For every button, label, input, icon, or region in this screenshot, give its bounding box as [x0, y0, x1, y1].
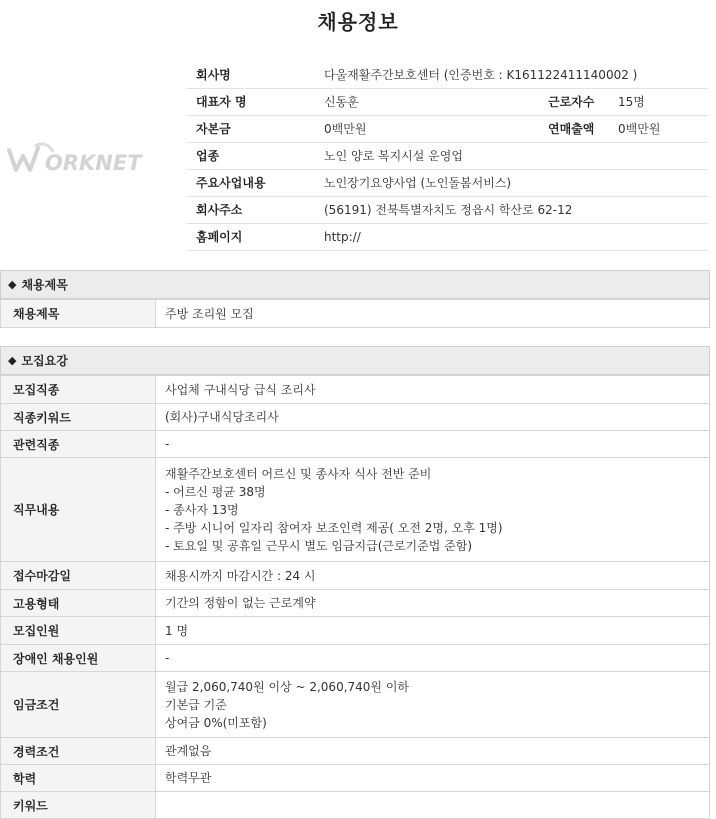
- requirements-table: [0, 375, 710, 819]
- job-title-label: 채용제목: [1, 300, 156, 328]
- employment-type-value: 기간의 정함이 없는 근로계약: [156, 590, 710, 617]
- ceo-label: 대표자 명: [186, 88, 314, 115]
- keywords-value: [156, 792, 710, 819]
- related-occupation-label: 관련직종: [1, 431, 156, 458]
- employees-label: 근로자수: [540, 88, 618, 115]
- job-duties-label: 직무내용: [1, 458, 156, 562]
- req-row-headcount: [1, 617, 710, 645]
- company-row-homepage: [186, 223, 708, 250]
- title-table: [0, 299, 710, 328]
- requirements-section: [0, 346, 710, 819]
- industry-label: 업종: [186, 142, 314, 169]
- requirements-section-heading: 모집요강: [21, 354, 68, 368]
- duties-line: - 주방 시니어 일자리 참여자 보조인력 제공( 오전 2명, 오후 1명): [165, 520, 503, 535]
- headcount-label: 모집인원: [1, 617, 156, 645]
- title-section-header: [0, 270, 710, 299]
- req-row-experience: [1, 738, 710, 765]
- occupation-label: 모집직종: [1, 376, 156, 404]
- industry-value: 노인 양로 복지시설 운영업: [314, 142, 708, 169]
- company-row-ceo: [186, 88, 708, 115]
- title-section-heading: 채용제목: [21, 278, 68, 292]
- business-value: 노인장기요양사업 (노인돌봄서비스): [314, 169, 708, 196]
- req-row-disabled-hiring: [1, 645, 710, 672]
- page-title: 채용정보: [317, 10, 399, 34]
- disabled-hiring-label: 장애인 채용인원: [1, 645, 156, 672]
- wage-line: 상여금 0%(미포함): [165, 715, 267, 730]
- duties-line: - 토요일 및 공휴일 근무시 별도 임금지급(근로기준법 준함): [165, 538, 473, 553]
- req-row-keyword: [1, 404, 710, 431]
- company-row-business: [186, 169, 708, 196]
- duties-line: - 어르신 평균 38명: [165, 484, 266, 499]
- wage-label: 임금조건: [1, 672, 156, 738]
- diamond-bullet-icon: ◆: [8, 278, 17, 291]
- related-occupation-value: -: [156, 431, 710, 458]
- address-label: 회사주소: [186, 196, 314, 223]
- req-row-employment-type: [1, 590, 710, 617]
- company-row-capital: [186, 115, 708, 142]
- headcount-value: 1 명: [156, 617, 710, 645]
- sales-label: 연매출액: [540, 115, 618, 142]
- req-row-education: [1, 765, 710, 792]
- sales-value: 0백만원: [618, 115, 708, 142]
- worknet-logo-graphic: [5, 140, 160, 180]
- ceo-value: 신동훈: [314, 88, 540, 115]
- homepage-label: 홈페이지: [186, 223, 314, 250]
- svg-text:ORKNET: ORKNET: [45, 151, 142, 175]
- req-row-keywords: [1, 792, 710, 819]
- duties-line: - 종사자 13명: [165, 502, 239, 517]
- req-row-deadline: [1, 562, 710, 590]
- job-duties-value: [156, 458, 710, 562]
- company-name-label: 회사명: [186, 61, 314, 88]
- company-row-name: [186, 61, 708, 88]
- company-row-address: [186, 196, 708, 223]
- deadline-label: 접수마감일: [1, 562, 156, 590]
- occupation-keyword-value: (회사)구내식당조리사: [156, 404, 710, 431]
- education-value: 학력무관: [156, 765, 710, 792]
- title-row: [1, 300, 710, 328]
- worknet-logo: [5, 140, 160, 180]
- duties-line: 재활주간보호센터 어르신 및 종사자 식사 전반 준비: [165, 466, 432, 481]
- employment-type-label: 고용형태: [1, 590, 156, 617]
- wage-line: 월급 2,060,740원 이상 ~ 2,060,740원 이하: [165, 679, 410, 694]
- wage-line: 기본급 기준: [165, 697, 227, 712]
- experience-label: 경력조건: [1, 738, 156, 765]
- homepage-link[interactable]: http://: [314, 223, 708, 250]
- occupation-keyword-label: 직종키워드: [1, 404, 156, 431]
- job-title-value: 주방 조리원 모집: [156, 300, 710, 328]
- occupation-value: 사업체 구내식당 급식 조리사: [156, 376, 710, 404]
- req-row-duties: [1, 458, 710, 562]
- keywords-label: 키워드: [1, 792, 156, 819]
- title-section: [0, 270, 710, 328]
- req-row-related: [1, 431, 710, 458]
- employees-value: 15명: [618, 88, 708, 115]
- education-label: 학력: [1, 765, 156, 792]
- disabled-hiring-value: -: [156, 645, 710, 672]
- business-label: 주요사업내용: [186, 169, 314, 196]
- capital-label: 자본금: [186, 115, 314, 142]
- experience-value: 관계없음: [156, 738, 710, 765]
- deadline-value: 채용시까지 마감시간 : 24 시: [156, 562, 710, 590]
- address-value: (56191) 전북특별자치도 정읍시 학산로 62-12: [314, 196, 708, 223]
- requirements-section-header: [0, 346, 710, 375]
- req-row-occupation: [1, 376, 710, 404]
- company-row-industry: [186, 142, 708, 169]
- wage-value: [156, 672, 710, 738]
- company-name-value: 다울재활주간보호센터 (인증번호 : K161122411140002 ): [314, 61, 708, 88]
- capital-value: 0백만원: [314, 115, 540, 142]
- req-row-wage: [1, 672, 710, 738]
- diamond-bullet-icon: ◆: [8, 354, 17, 367]
- company-info-table: [186, 61, 708, 251]
